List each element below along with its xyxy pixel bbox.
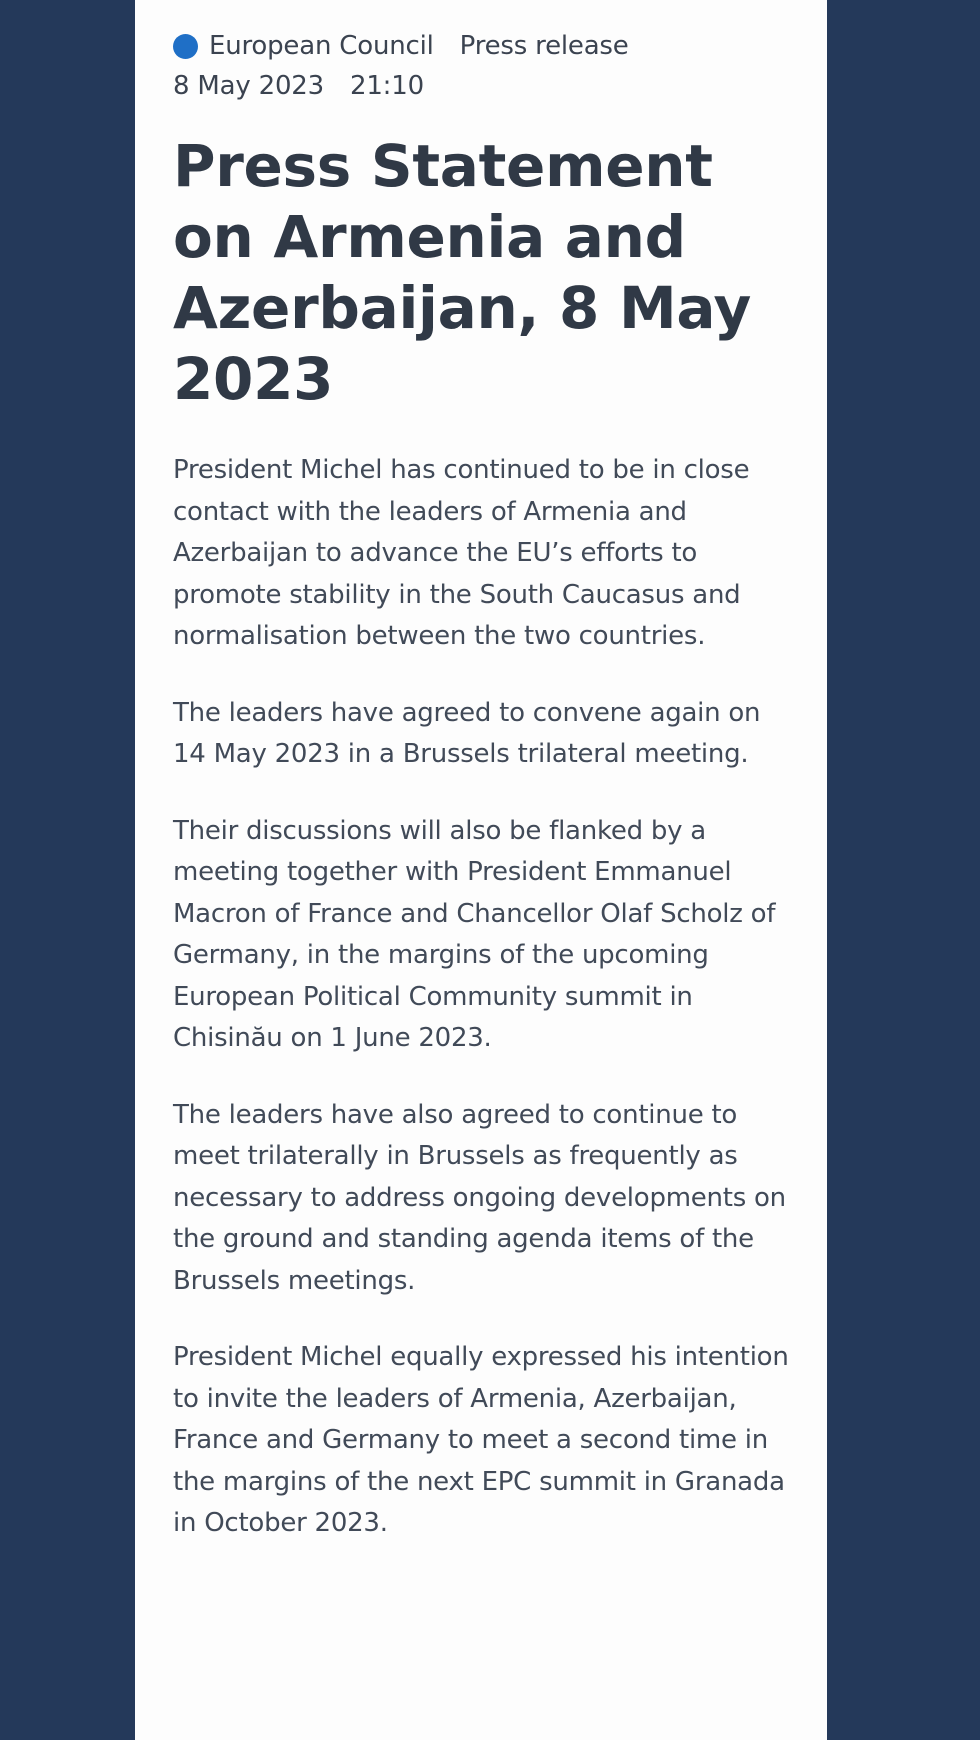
paragraph-2: The leaders have agreed to convene again on 14 May 2023 in a Brussels trilateral meeting. bbox=[173, 697, 761, 769]
source-label[interactable]: European Council bbox=[209, 31, 434, 61]
paragraph-1: President Michel has continued to be in close contact with the leaders of Armenia and Azerbaijan to advance the EU’s efforts to promote stability in the South Caucasus and normalisation between the two countries. bbox=[173, 455, 750, 651]
document-type-label: Press release bbox=[459, 31, 629, 61]
statement-body bbox=[173, 450, 793, 1545]
paragraph-5: President Michel equally expressed his intention to invite the leaders of Armenia, Azerbaijan, France and Germany to meet a second time in the margins of the next EPC summit in Granada in October 2023. bbox=[173, 1342, 789, 1538]
publication-date: 8 May 2023 bbox=[173, 71, 324, 101]
page-title: Press Statement on Armenia and Azerbaijan, 8 May 2023 bbox=[173, 132, 751, 413]
paragraph-3: Their discussions will also be flanked by a meeting together with President Emmanuel Macron of France and Chancellor Olaf Scholz of Germany, in the margins of the upcoming European Political Community summit in Chisinău on 1 June 2023. bbox=[173, 815, 776, 1053]
publication-datetime bbox=[173, 68, 827, 104]
council-dot-icon bbox=[173, 34, 198, 59]
publication-time: 21:10 bbox=[350, 71, 424, 101]
press-release-meta bbox=[173, 28, 827, 64]
paragraph-4: The leaders have also agreed to continue to meet trilaterally in Brussels as frequently as necessary to address ongoing developments on the ground and standing agenda items of the Brussels meetings. bbox=[173, 1099, 786, 1296]
press-release-document bbox=[135, 0, 827, 1740]
